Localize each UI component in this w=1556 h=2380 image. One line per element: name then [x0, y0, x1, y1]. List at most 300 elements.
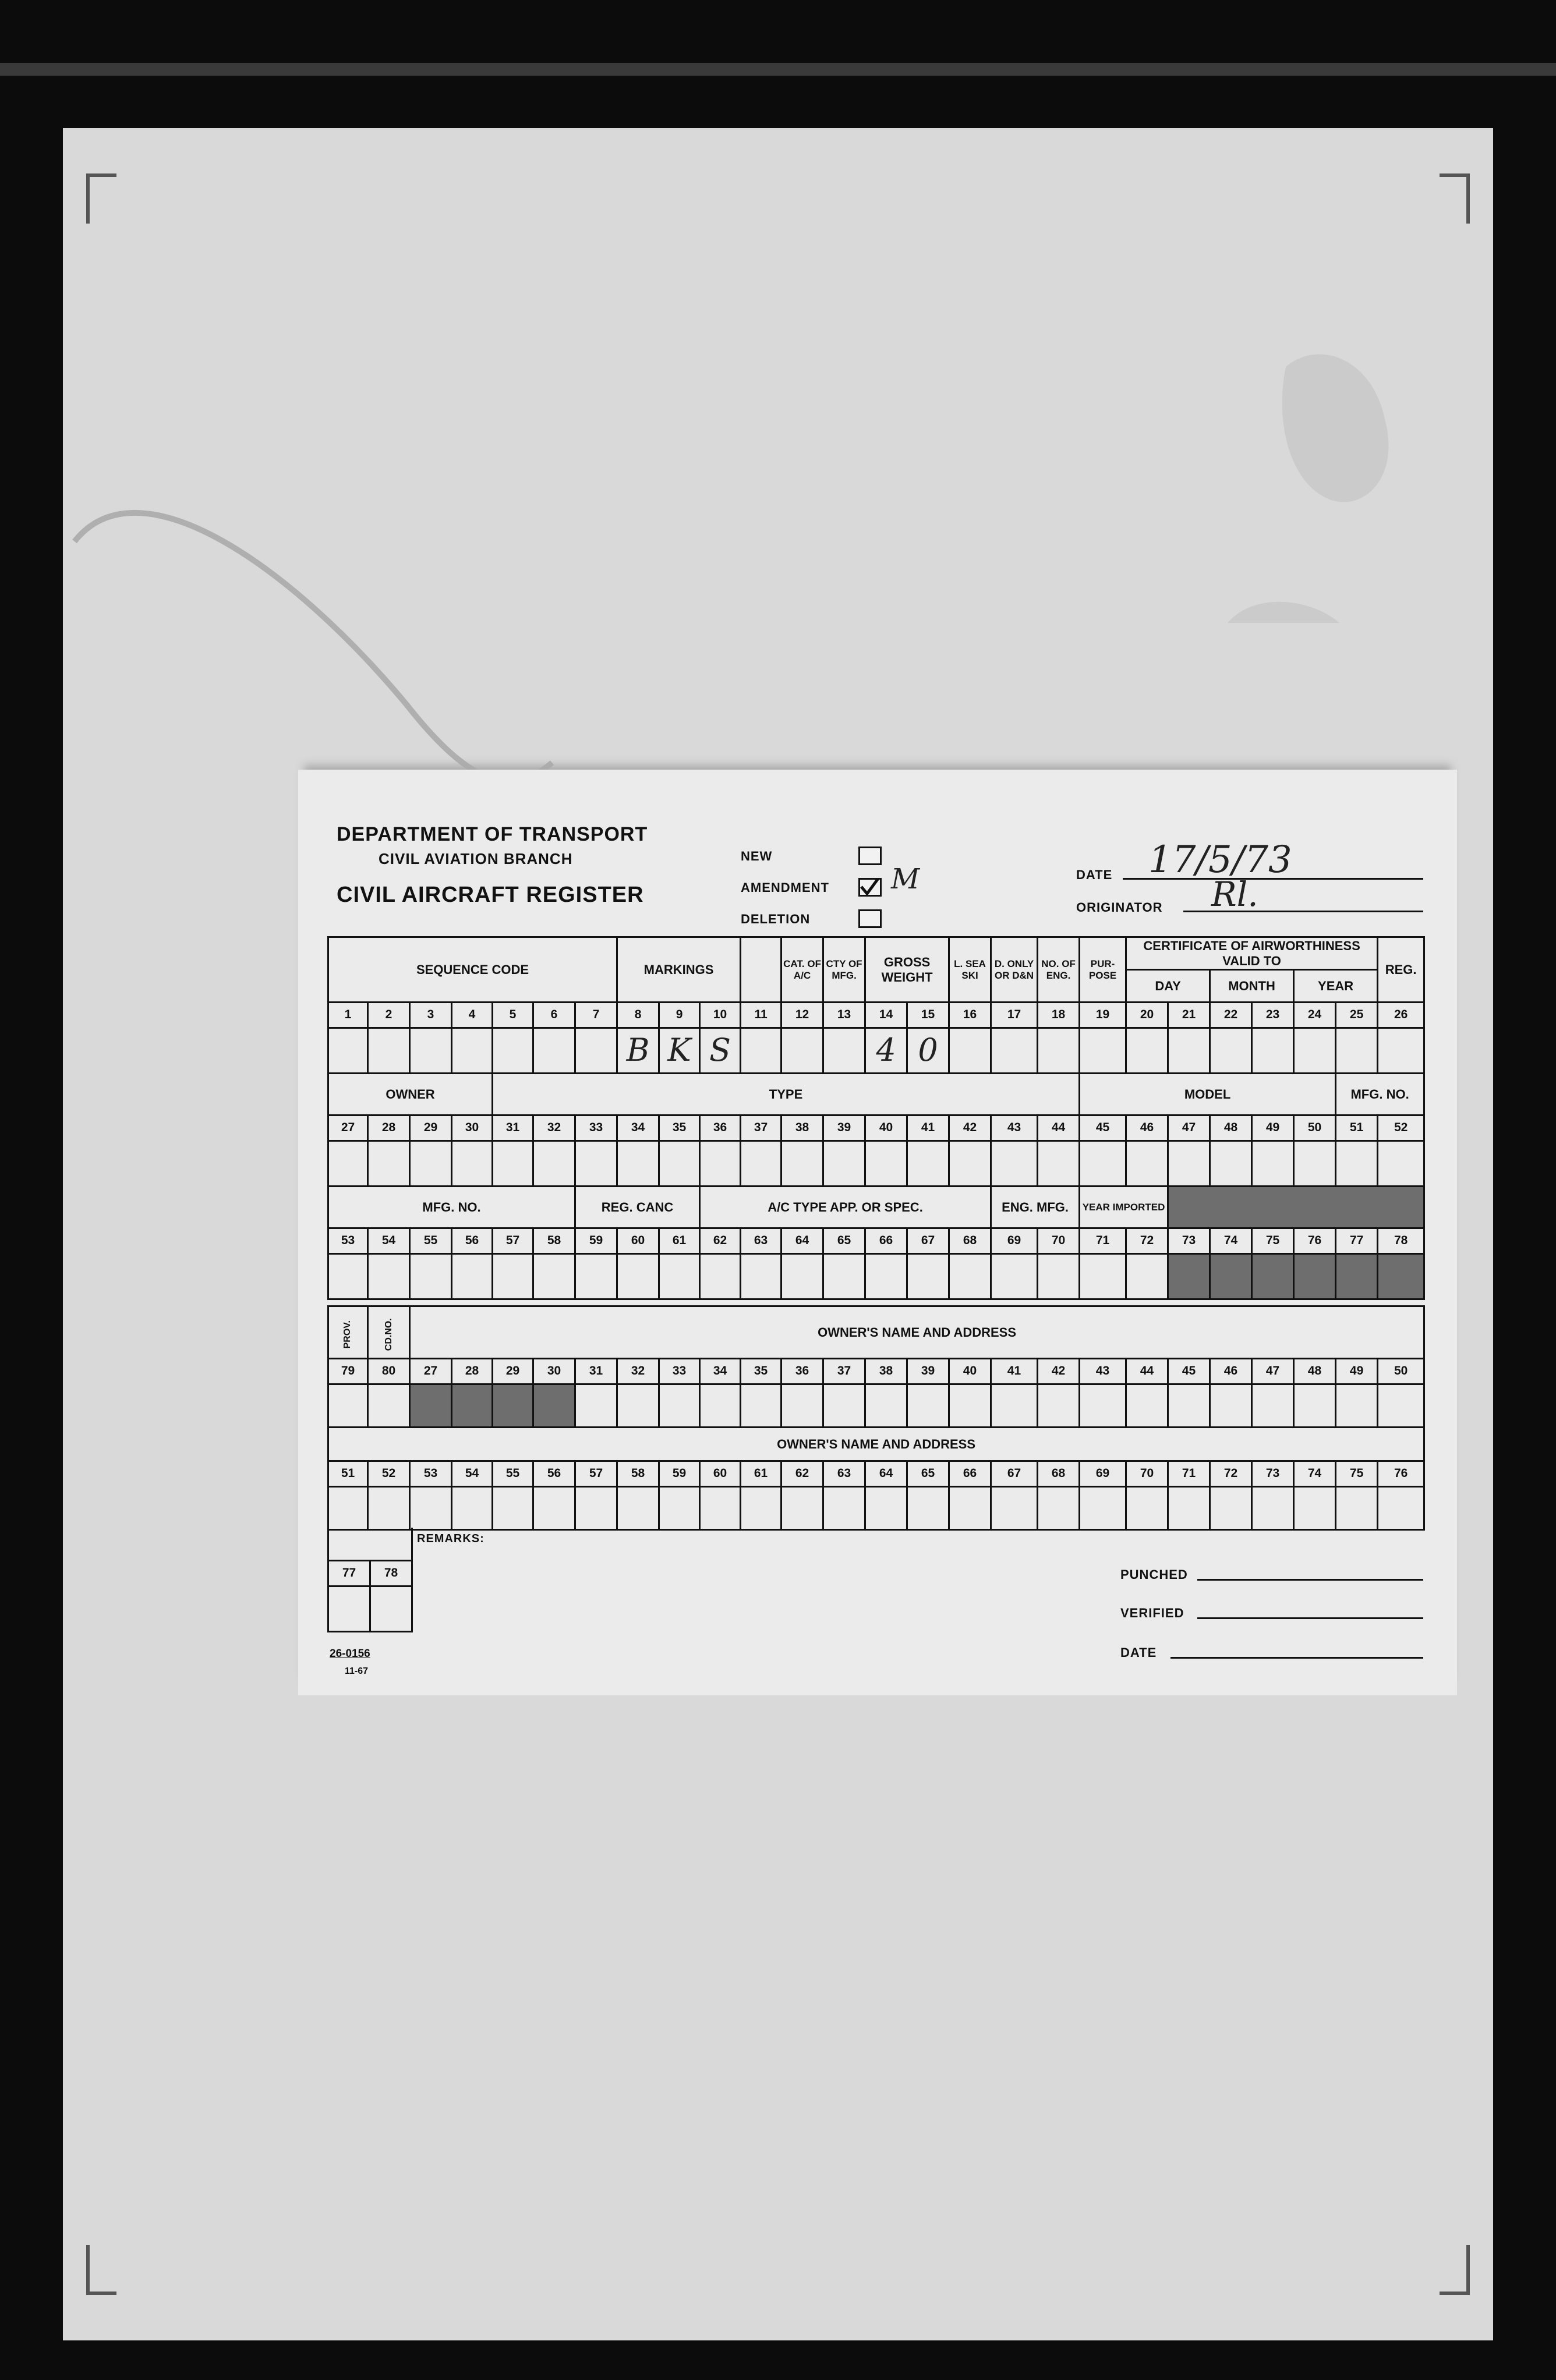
remarks-number-77: 77: [328, 1560, 370, 1586]
row3-entry-cell[interactable]: [533, 1254, 575, 1299]
weight-digit: 4: [876, 1032, 896, 1069]
row4-entry-cell[interactable]: [452, 1384, 493, 1428]
row4-numbers-cell: 36: [781, 1359, 823, 1384]
owner-name-header: OWNER'S NAME AND ADDRESS: [410, 1306, 1424, 1359]
row5-entry-cell[interactable]: [328, 1487, 368, 1530]
stain-mark: [1204, 274, 1437, 623]
row5-entry-cell[interactable]: [533, 1487, 575, 1530]
row4-numbers-cell: 30: [533, 1359, 575, 1384]
row2-entry-cell[interactable]: [1252, 1141, 1294, 1187]
row1-entry-cell[interactable]: [865, 1028, 907, 1074]
row5-entry-cell[interactable]: [1252, 1487, 1294, 1530]
row4-entry-cell[interactable]: [1080, 1384, 1126, 1428]
department-title: DEPARTMENT OF TRANSPORT: [337, 823, 648, 845]
row3-numbers-cell: 78: [1378, 1228, 1424, 1254]
row1-numbers-cell: 13: [823, 1003, 865, 1028]
markings-extra-header: [741, 937, 781, 1003]
row4-entry-cell[interactable]: [1294, 1384, 1336, 1428]
row4-entry-cell[interactable]: [1168, 1384, 1210, 1428]
markings-header: MARKINGS: [617, 937, 741, 1003]
row5-numbers-cell: 61: [741, 1461, 781, 1487]
row1-entry-cell[interactable]: [907, 1028, 949, 1074]
row5-entry-cell[interactable]: [1080, 1487, 1126, 1530]
cd-no-header: [368, 1306, 410, 1359]
row2-entry-cell[interactable]: [1126, 1141, 1168, 1187]
row5-numbers-cell: 68: [1038, 1461, 1080, 1487]
row3-numbers-cell: 73: [1168, 1228, 1210, 1254]
row3-numbers-cell: 55: [410, 1228, 452, 1254]
row4-numbers-cell: 35: [741, 1359, 781, 1384]
row4-entry-cell[interactable]: [1210, 1384, 1252, 1428]
prov-header: [328, 1306, 368, 1359]
row1-entry-cell[interactable]: [617, 1028, 659, 1074]
row4-entry-cell[interactable]: [823, 1384, 865, 1428]
row1-numbers-cell: 25: [1336, 1003, 1378, 1028]
row1-numbers-cell: 7: [575, 1003, 617, 1028]
row5-numbers-cell: 63: [823, 1461, 865, 1487]
row2-entry-cell[interactable]: [1378, 1141, 1424, 1187]
row5-numbers-cell: 66: [949, 1461, 991, 1487]
row3-entry-cell[interactable]: [1294, 1254, 1336, 1299]
row3-entry-cell[interactable]: [1252, 1254, 1294, 1299]
row1-entry-cell[interactable]: [1038, 1028, 1080, 1074]
row4-numbers-cell: 43: [1080, 1359, 1126, 1384]
row4-entry-cell[interactable]: [410, 1384, 452, 1428]
row1-numbers-cell: 15: [907, 1003, 949, 1028]
row4-numbers-cell: 33: [659, 1359, 700, 1384]
form-number: 26-0156: [330, 1648, 370, 1660]
row1-numbers-cell: 1: [328, 1003, 368, 1028]
row4-entry-cell[interactable]: [865, 1384, 907, 1428]
row5-entry-cell[interactable]: [865, 1487, 907, 1530]
row2-entry-cell[interactable]: [781, 1141, 823, 1187]
row2-numbers-cell: 37: [741, 1115, 781, 1141]
row3-numbers-cell: 56: [452, 1228, 493, 1254]
row4-entry-cell[interactable]: [949, 1384, 991, 1428]
row3-entry-cell[interactable]: [865, 1254, 907, 1299]
row3-numbers-cell: 70: [1038, 1228, 1080, 1254]
row3-entry-cell[interactable]: [452, 1254, 493, 1299]
row5-entry-cell[interactable]: [1126, 1487, 1168, 1530]
row5-numbers: [328, 1461, 1424, 1487]
weight-digit: 0: [918, 1032, 938, 1069]
row1-entry-cell[interactable]: [1252, 1028, 1294, 1074]
row5-entry-cell[interactable]: [1168, 1487, 1210, 1530]
row1-entry-cell[interactable]: [1168, 1028, 1210, 1074]
crop-mark-top-right: [1440, 173, 1470, 224]
year-imported-header: YEAR IMPORTED: [1080, 1187, 1168, 1228]
row1-entry-cell[interactable]: [991, 1028, 1038, 1074]
row2-entry-cell[interactable]: [949, 1141, 991, 1187]
row1-entry-cell[interactable]: [700, 1028, 741, 1074]
row2-entry-cell[interactable]: [1210, 1141, 1252, 1187]
row1-entry-cell[interactable]: [1294, 1028, 1336, 1074]
row5-numbers-cell: 53: [410, 1461, 452, 1487]
row1-entry-cell[interactable]: [1126, 1028, 1168, 1074]
originator-label: ORIGINATOR: [1076, 900, 1163, 915]
punched-line: [1197, 1579, 1423, 1581]
row5-entry: [328, 1487, 1424, 1530]
row5-entry-cell[interactable]: [575, 1487, 617, 1530]
form-date: 11-67: [345, 1666, 369, 1676]
owner-name-header-2: OWNER'S NAME AND ADDRESS: [328, 1428, 1424, 1461]
row5-numbers-cell: 69: [1080, 1461, 1126, 1487]
row1-entry-cell[interactable]: [452, 1028, 493, 1074]
row5-entry-cell[interactable]: [1378, 1487, 1424, 1530]
row5-entry-cell[interactable]: [659, 1487, 700, 1530]
row4-numbers-cell: 38: [865, 1359, 907, 1384]
row2-numbers-cell: 35: [659, 1115, 700, 1141]
remarks-cell-78[interactable]: [370, 1586, 412, 1631]
row1-numbers-cell: 4: [452, 1003, 493, 1028]
row5-numbers-cell: 56: [533, 1461, 575, 1487]
row2-entry-cell[interactable]: [823, 1141, 865, 1187]
row5-numbers-cell: 64: [865, 1461, 907, 1487]
row4-numbers-cell: 42: [1038, 1359, 1080, 1384]
row1-entry-cell[interactable]: [781, 1028, 823, 1074]
row4-entry-cell[interactable]: [1126, 1384, 1168, 1428]
row4-entry-cell[interactable]: [659, 1384, 700, 1428]
date-value: 17/5/73: [1148, 838, 1292, 881]
row3-entry-cell[interactable]: [493, 1254, 533, 1299]
row3-numbers-cell: 67: [907, 1228, 949, 1254]
amendment-checkbox[interactable]: [858, 878, 882, 897]
row2-numbers-cell: 36: [700, 1115, 741, 1141]
row2-entry-cell[interactable]: [1038, 1141, 1080, 1187]
row2-entry-cell[interactable]: [617, 1141, 659, 1187]
row4-entry-cell[interactable]: [617, 1384, 659, 1428]
row4-entry-cell[interactable]: [1252, 1384, 1294, 1428]
row3-entry-cell[interactable]: [1210, 1254, 1252, 1299]
footer-date-line: [1170, 1657, 1423, 1659]
row1-entry-cell[interactable]: [741, 1028, 781, 1074]
type-header: TYPE: [493, 1074, 1080, 1115]
row4-entry-cell[interactable]: [907, 1384, 949, 1428]
row5-numbers-cell: 67: [991, 1461, 1038, 1487]
row4-entry-cell[interactable]: [991, 1384, 1038, 1428]
row5-entry-cell[interactable]: [1336, 1487, 1378, 1530]
crop-mark-top-left: [86, 173, 116, 224]
row2-entry-cell[interactable]: [865, 1141, 907, 1187]
cat-ac-header: CAT. OF A/C: [781, 937, 823, 1003]
row5-entry-cell[interactable]: [823, 1487, 865, 1530]
row2-entry-cell[interactable]: [493, 1141, 533, 1187]
row2-entry-cell[interactable]: [575, 1141, 617, 1187]
row2-entry-cell[interactable]: [741, 1141, 781, 1187]
gross-weight-header: GROSS WEIGHT: [865, 937, 949, 1003]
row1-numbers-cell: 21: [1168, 1003, 1210, 1028]
row3-numbers-cell: 63: [741, 1228, 781, 1254]
row5-numbers-cell: 70: [1126, 1461, 1168, 1487]
row1-entry-cell[interactable]: [533, 1028, 575, 1074]
row5-numbers-cell: 60: [700, 1461, 741, 1487]
row3-entry-cell[interactable]: [1336, 1254, 1378, 1299]
row1-entry-cell[interactable]: [410, 1028, 452, 1074]
row5-entry-cell[interactable]: [949, 1487, 991, 1530]
row3-entry-cell[interactable]: [1378, 1254, 1424, 1299]
row1-numbers-cell: 19: [1080, 1003, 1126, 1028]
row3-numbers-cell: 60: [617, 1228, 659, 1254]
row2-entry-cell[interactable]: [1336, 1141, 1378, 1187]
row5-entry-cell[interactable]: [991, 1487, 1038, 1530]
row3-numbers-cell: 72: [1126, 1228, 1168, 1254]
row5-entry-cell[interactable]: [452, 1487, 493, 1530]
row1-entry-cell[interactable]: [328, 1028, 368, 1074]
row5-entry-cell[interactable]: [1294, 1487, 1336, 1530]
cd-no-label: CD.NO.: [383, 1318, 394, 1351]
row2-entry-cell[interactable]: [991, 1141, 1038, 1187]
row4-numbers-cell: 41: [991, 1359, 1038, 1384]
row1-entry-cell[interactable]: [368, 1028, 410, 1074]
row5-entry-cell[interactable]: [1038, 1487, 1080, 1530]
row3-entry-cell[interactable]: [1080, 1254, 1126, 1299]
row3-numbers-cell: 57: [493, 1228, 533, 1254]
row2-entry-cell[interactable]: [328, 1141, 368, 1187]
row3-entry-cell[interactable]: [907, 1254, 949, 1299]
row1-numbers-cell: 22: [1210, 1003, 1252, 1028]
ac-type-header: A/C TYPE APP. OR SPEC.: [700, 1187, 991, 1228]
row4-entry-cell[interactable]: [1038, 1384, 1080, 1428]
row1-numbers-cell: 12: [781, 1003, 823, 1028]
year-header: YEAR: [1294, 970, 1378, 1003]
row3-numbers-cell: 71: [1080, 1228, 1126, 1254]
row3-entry-cell[interactable]: [575, 1254, 617, 1299]
row3-entry-cell[interactable]: [823, 1254, 865, 1299]
remarks-cell-77[interactable]: [328, 1586, 370, 1631]
amendment-label: AMENDMENT: [741, 880, 829, 895]
row5-numbers-cell: 51: [328, 1461, 368, 1487]
row1-entry-cell[interactable]: [1080, 1028, 1126, 1074]
row1-entry-cell[interactable]: [493, 1028, 533, 1074]
row2-numbers-cell: 40: [865, 1115, 907, 1141]
row4-numbers-cell: 34: [700, 1359, 741, 1384]
day-header: DAY: [1126, 970, 1210, 1003]
row3-entry-cell[interactable]: [328, 1254, 368, 1299]
marking-char: K: [667, 1032, 691, 1069]
row1-entry-cell[interactable]: [823, 1028, 865, 1074]
row2-numbers-cell: 38: [781, 1115, 823, 1141]
row3-numbers: [328, 1228, 1424, 1254]
verified-label: VERIFIED: [1120, 1606, 1184, 1620]
row5-entry-cell[interactable]: [907, 1487, 949, 1530]
row2-entry-cell[interactable]: [1168, 1141, 1210, 1187]
row4-numbers-cell: 48: [1294, 1359, 1336, 1384]
row1-numbers-cell: 10: [700, 1003, 741, 1028]
row1-numbers-cell: 26: [1378, 1003, 1424, 1028]
row1-numbers-cell: 20: [1126, 1003, 1168, 1028]
row5-numbers-cell: 57: [575, 1461, 617, 1487]
row3-numbers-cell: 75: [1252, 1228, 1294, 1254]
row1-numbers-cell: 24: [1294, 1003, 1336, 1028]
amendment-note: M: [891, 863, 920, 895]
mfg-no-header-top: MFG. NO.: [1336, 1074, 1424, 1115]
row4-entry-cell[interactable]: [700, 1384, 741, 1428]
row1-entry-cell[interactable]: [1378, 1028, 1424, 1074]
row4-entry-cell[interactable]: [1336, 1384, 1378, 1428]
row5-entry-cell[interactable]: [1210, 1487, 1252, 1530]
row2-numbers-cell: 31: [493, 1115, 533, 1141]
remarks-box: [327, 1528, 413, 1632]
row1-numbers-cell: 18: [1038, 1003, 1080, 1028]
row4-entry-cell[interactable]: [781, 1384, 823, 1428]
row4-numbers-cell: 27: [410, 1359, 452, 1384]
row3-numbers-cell: 64: [781, 1228, 823, 1254]
paper-crease: [69, 355, 768, 821]
row4-numbers-cell: 39: [907, 1359, 949, 1384]
row5-numbers-cell: 54: [452, 1461, 493, 1487]
shaded-area: [1168, 1187, 1424, 1228]
row5-entry-cell[interactable]: [617, 1487, 659, 1530]
row2-numbers-cell: 52: [1378, 1115, 1424, 1141]
row4-entry-cell[interactable]: [368, 1384, 410, 1428]
row4-entry-cell[interactable]: [741, 1384, 781, 1428]
row4-numbers-cell: 31: [575, 1359, 617, 1384]
row2-numbers-cell: 29: [410, 1115, 452, 1141]
owner-header: OWNER: [328, 1074, 493, 1115]
row3-numbers-cell: 61: [659, 1228, 700, 1254]
row3-entry-cell[interactable]: [617, 1254, 659, 1299]
row1-numbers-cell: 14: [865, 1003, 907, 1028]
film-edge-strip: [0, 63, 1556, 76]
row1-entry-cell[interactable]: [1210, 1028, 1252, 1074]
row2-numbers-cell: 41: [907, 1115, 949, 1141]
row5-entry-cell[interactable]: [368, 1487, 410, 1530]
eng-mfg-header: ENG. MFG.: [991, 1187, 1080, 1228]
register-card: [298, 770, 1457, 1695]
row4-numbers-cell: 44: [1126, 1359, 1168, 1384]
row3-entry-cell[interactable]: [410, 1254, 452, 1299]
row5-entry-cell[interactable]: [700, 1487, 741, 1530]
row3-numbers-cell: 53: [328, 1228, 368, 1254]
row2-numbers-cell: 45: [1080, 1115, 1126, 1141]
row2-entry-cell[interactable]: [452, 1141, 493, 1187]
row3-numbers-cell: 65: [823, 1228, 865, 1254]
row5-entry-cell[interactable]: [741, 1487, 781, 1530]
row5-numbers-cell: 62: [781, 1461, 823, 1487]
row1-numbers-cell: 8: [617, 1003, 659, 1028]
reg-canc-header: REG. CANC: [575, 1187, 700, 1228]
row4-entry-cell[interactable]: [493, 1384, 533, 1428]
row3-numbers-cell: 74: [1210, 1228, 1252, 1254]
row3-entry-cell[interactable]: [1168, 1254, 1210, 1299]
row3-entry-cell[interactable]: [741, 1254, 781, 1299]
row3-entry-cell[interactable]: [949, 1254, 991, 1299]
row5-entry-cell[interactable]: [493, 1487, 533, 1530]
row-gap: [328, 1299, 1424, 1306]
verified-line: [1197, 1617, 1423, 1619]
row5-numbers-cell: 76: [1378, 1461, 1424, 1487]
row2-entry-cell[interactable]: [410, 1141, 452, 1187]
date-label: DATE: [1076, 867, 1113, 882]
row5-entry-cell[interactable]: [410, 1487, 452, 1530]
row2-numbers-cell: 34: [617, 1115, 659, 1141]
row3-numbers-cell: 76: [1294, 1228, 1336, 1254]
row2-entry-cell[interactable]: [907, 1141, 949, 1187]
deletion-label: DELETION: [741, 912, 811, 926]
row3-entry-cell[interactable]: [1126, 1254, 1168, 1299]
row3-entry-cell[interactable]: [659, 1254, 700, 1299]
row3-entry-cell[interactable]: [1038, 1254, 1080, 1299]
row2-entry-cell[interactable]: [1080, 1141, 1126, 1187]
certificate-header: CERTIFICATE OF AIRWORTHINESS VALID TO: [1126, 937, 1378, 970]
row5-numbers-cell: 65: [907, 1461, 949, 1487]
row1-numbers-cell: 3: [410, 1003, 452, 1028]
row4-entry-cell[interactable]: [328, 1384, 368, 1428]
row1-numbers-cell: 2: [368, 1003, 410, 1028]
remarks-number-78: 78: [370, 1560, 412, 1586]
row4-numbers-cell: 37: [823, 1359, 865, 1384]
row1-numbers-cell: 6: [533, 1003, 575, 1028]
mfg-no-header: MFG. NO.: [328, 1187, 575, 1228]
row2-entry-cell[interactable]: [368, 1141, 410, 1187]
row2-numbers-cell: 47: [1168, 1115, 1210, 1141]
row3-numbers-cell: 69: [991, 1228, 1038, 1254]
row2-numbers-cell: 42: [949, 1115, 991, 1141]
row2-entry-cell[interactable]: [533, 1141, 575, 1187]
row1-entry-cell[interactable]: [1336, 1028, 1378, 1074]
row2-entry-cell[interactable]: [659, 1141, 700, 1187]
row3-numbers-cell: 77: [1336, 1228, 1378, 1254]
row4-numbers-cell: 45: [1168, 1359, 1210, 1384]
row5-numbers-cell: 55: [493, 1461, 533, 1487]
row2-entry-cell[interactable]: [1294, 1141, 1336, 1187]
row1-numbers-cell: 9: [659, 1003, 700, 1028]
new-checkbox[interactable]: [858, 847, 882, 865]
row4-entry-cell[interactable]: [575, 1384, 617, 1428]
row5-numbers-cell: 74: [1294, 1461, 1336, 1487]
d-only-header: D. ONLY OR D&N: [991, 937, 1038, 1003]
row3-entry-cell[interactable]: [781, 1254, 823, 1299]
row3-entry-cell[interactable]: [368, 1254, 410, 1299]
row5-numbers-cell: 52: [368, 1461, 410, 1487]
punched-label: PUNCHED: [1120, 1567, 1188, 1582]
row4-entry-cell[interactable]: [533, 1384, 575, 1428]
row4-entry-cell[interactable]: [1378, 1384, 1424, 1428]
row1-numbers-cell: 11: [741, 1003, 781, 1028]
checkmark-icon: [860, 880, 880, 895]
row4-numbers-cell: 80: [368, 1359, 410, 1384]
row1-entry-cell[interactable]: [949, 1028, 991, 1074]
row1-entry-cell[interactable]: [575, 1028, 617, 1074]
branch-title: CIVIL AVIATION BRANCH: [379, 850, 573, 867]
month-header: MONTH: [1210, 970, 1294, 1003]
sequence-code-header: SEQUENCE CODE: [328, 937, 617, 1003]
row4-numbers-cell: 28: [452, 1359, 493, 1384]
l-sea-ski-header: L. SEA SKI: [949, 937, 991, 1003]
deletion-checkbox[interactable]: [858, 909, 882, 928]
row3-entry-cell[interactable]: [700, 1254, 741, 1299]
row3-numbers-cell: 54: [368, 1228, 410, 1254]
row5-entry-cell[interactable]: [781, 1487, 823, 1530]
row2-entry-cell[interactable]: [700, 1141, 741, 1187]
row3-entry-cell[interactable]: [991, 1254, 1038, 1299]
row4-entry: [328, 1384, 1424, 1428]
row3-entry: [328, 1254, 1424, 1299]
row5-numbers-cell: 71: [1168, 1461, 1210, 1487]
row1-entry: [328, 1028, 1424, 1074]
row2-numbers-cell: 46: [1126, 1115, 1168, 1141]
row2-numbers-cell: 50: [1294, 1115, 1336, 1141]
row4-numbers-cell: 47: [1252, 1359, 1294, 1384]
crop-mark-bottom-right: [1440, 2245, 1470, 2295]
row5-numbers-cell: 58: [617, 1461, 659, 1487]
row3-numbers-cell: 62: [700, 1228, 741, 1254]
crop-mark-bottom-left: [86, 2245, 116, 2295]
row1-entry-cell[interactable]: [659, 1028, 700, 1074]
row4-numbers-cell: 79: [328, 1359, 368, 1384]
row2-numbers-cell: 43: [991, 1115, 1038, 1141]
row1-numbers-cell: 17: [991, 1003, 1038, 1028]
